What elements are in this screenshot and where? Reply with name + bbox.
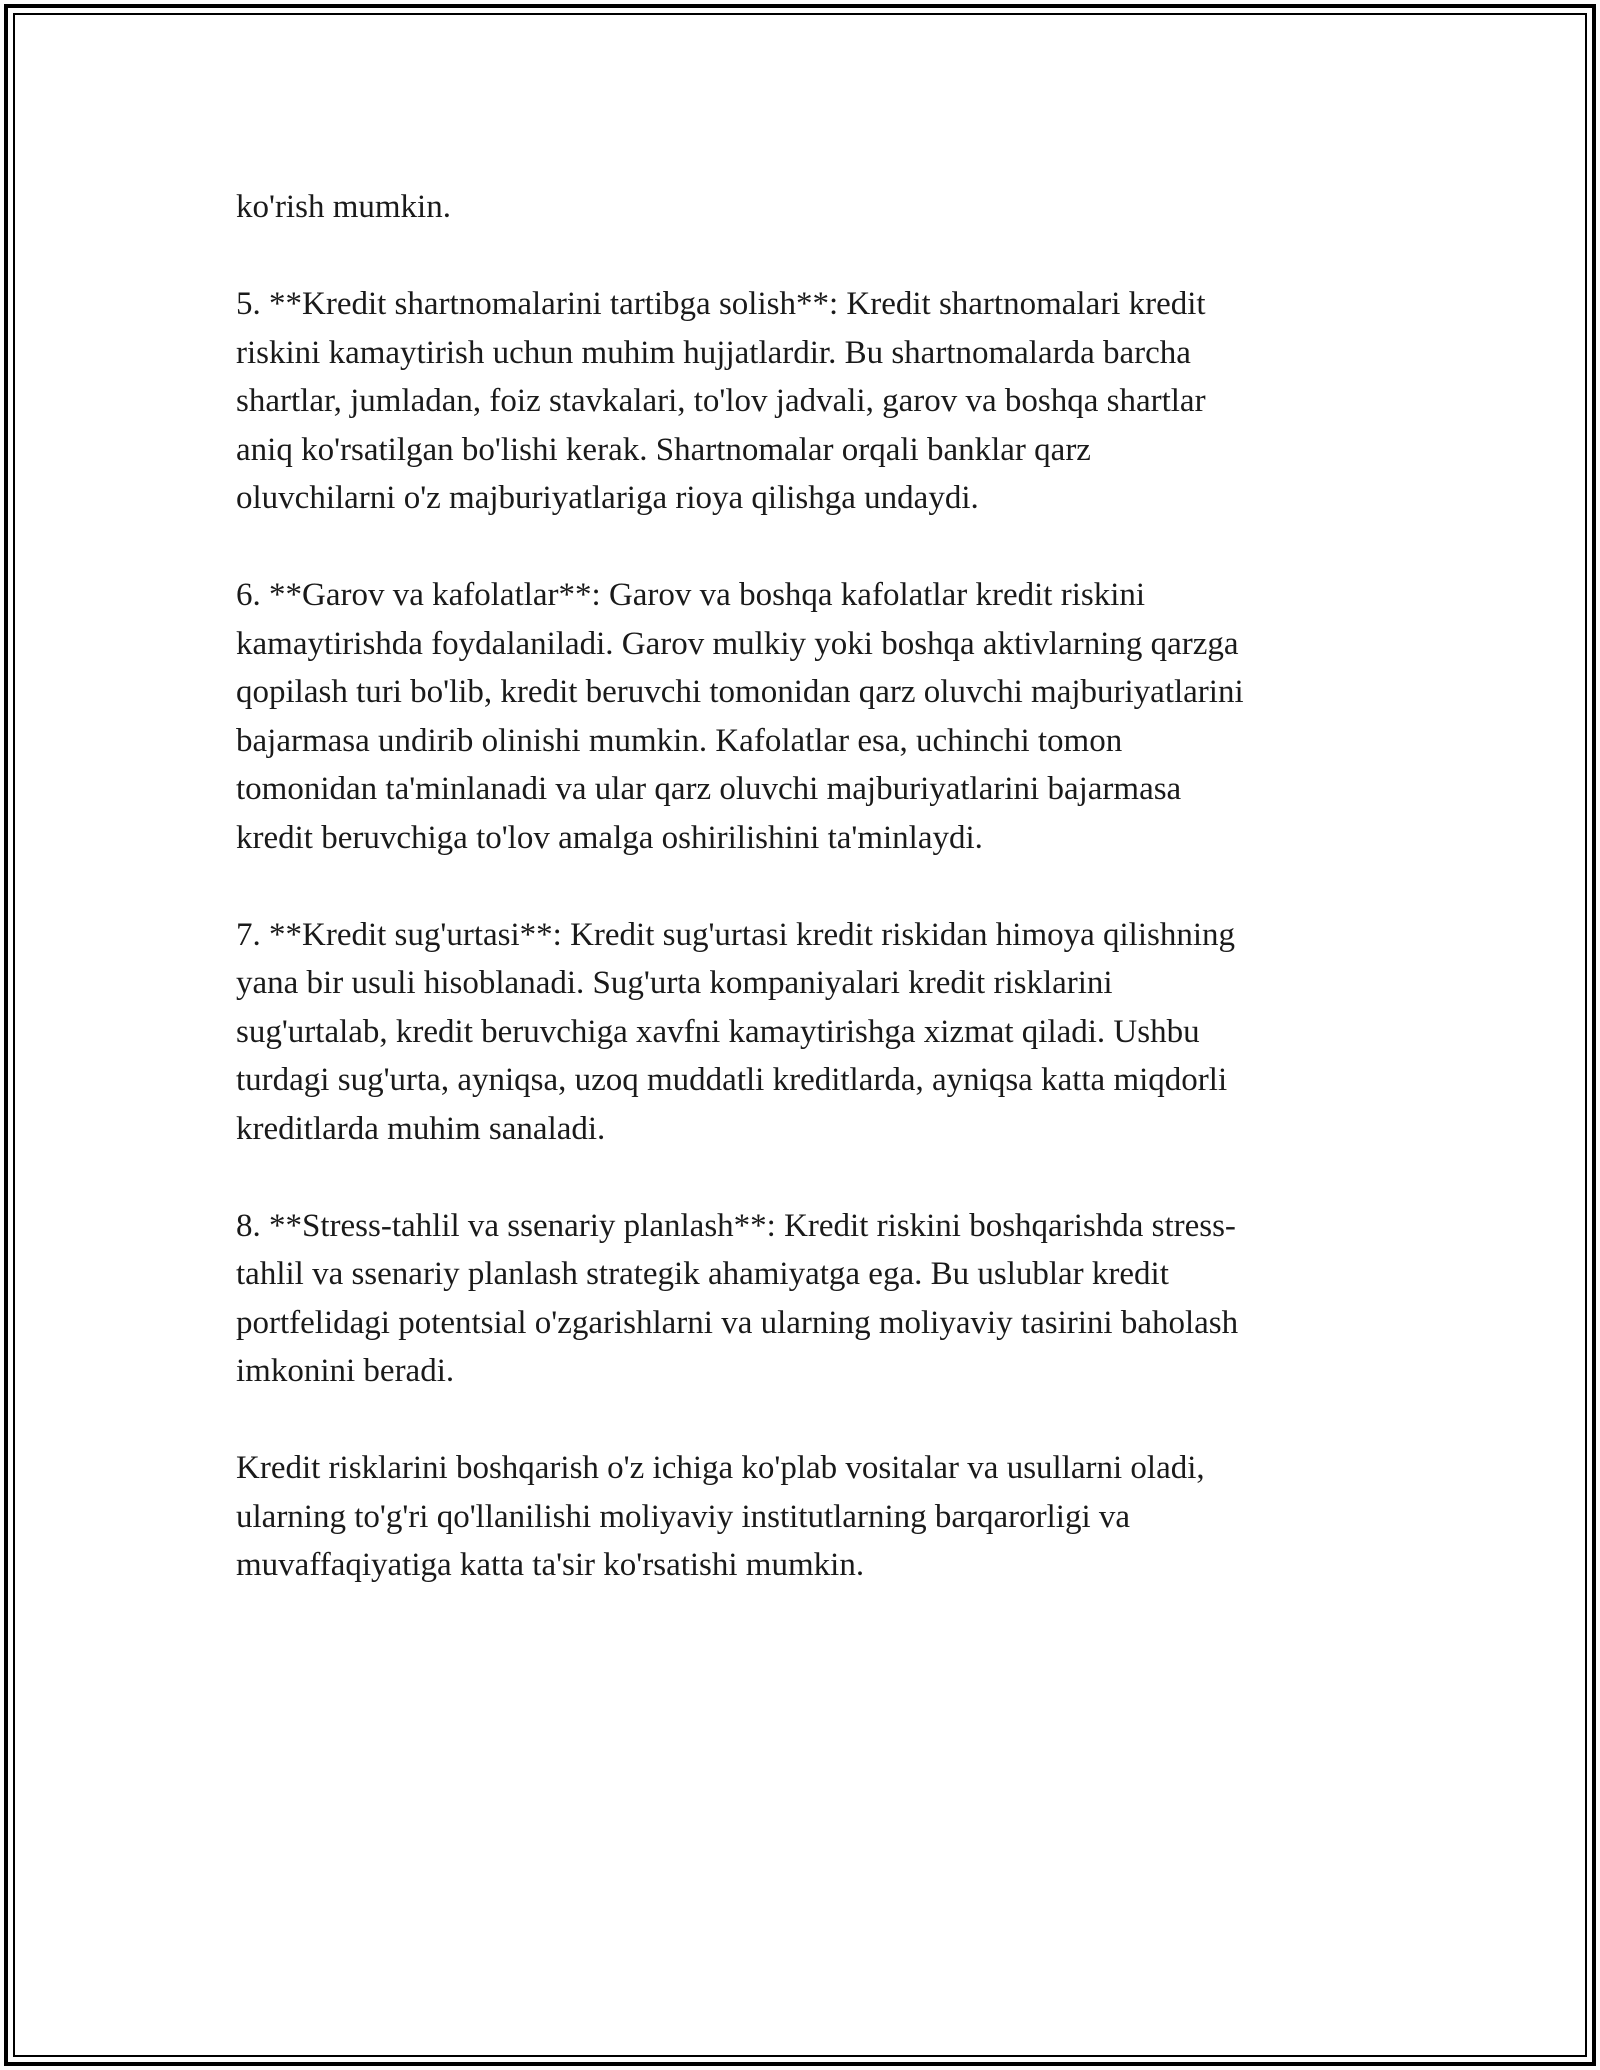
document-body xyxy=(236,183,1396,1638)
text-line: tahlil va ssenariy planlash strategik ahamiyatga ega. Bu uslublar kredit xyxy=(236,1256,1169,1292)
text-line: 5. **Kredit shartnomalarini tartibga solish**: Kredit shartnomalari kredit xyxy=(236,286,1206,322)
paragraph-item-5 xyxy=(236,280,1396,523)
paragraph-conclusion xyxy=(236,1444,1396,1590)
text-line: ko'rish mumkin. xyxy=(236,189,451,225)
paragraph-item-6 xyxy=(236,571,1396,862)
text-line: Kredit risklarini boshqarish o'z ichiga ko'plab vositalar va usullarni oladi, xyxy=(236,1450,1205,1486)
text-line: tomonidan ta'minlanadi va ular qarz oluvchi majburiyatlarini bajarmasa xyxy=(236,771,1182,807)
text-line: ularning to'g'ri qo'llanilishi moliyaviy institutlarning barqarorligi va xyxy=(236,1498,1131,1535)
text-line: turdagi sug'urta, ayniqsa, uzoq muddatli kreditlarda, ayniqsa katta miqdorli xyxy=(236,1062,1228,1098)
text-line: kreditlarda muhim sanaladi. xyxy=(236,1110,606,1147)
text-line: 7. **Kredit sug'urtasi**: Kredit sug'urtasi kredit riskidan himoya qilishning xyxy=(236,916,1236,953)
text-line: portfelidagi potentsial o'zgarishlarni va ularning moliyaviy tasirini baholash xyxy=(236,1304,1239,1341)
paragraph-continuation xyxy=(236,183,1396,232)
text-line: riskini kamaytirish uchun muhim hujjatlardir. Bu shartnomalarda barcha xyxy=(236,334,1191,371)
text-line: imkonini beradi. xyxy=(236,1353,455,1389)
paragraph-item-8 xyxy=(236,1202,1396,1396)
text-line: 8. **Stress-tahlil va ssenariy planlash**: Kredit riskini boshqarishda stress- xyxy=(236,1207,1236,1244)
text-line: shartlar, jumladan, foiz stavkalari, to'lov jadvali, garov va boshqa shartlar xyxy=(236,383,1206,419)
text-line: qopilash turi bo'lib, kredit beruvchi tomonidan qarz oluvchi majburiyatlarini xyxy=(236,674,1244,710)
paragraph-item-7 xyxy=(236,911,1396,1154)
text-line: kamaytirishda foydalaniladi. Garov mulkiy yoki boshqa aktivlarning qarzga xyxy=(236,625,1239,662)
text-line: muvaffaqiyatiga katta ta'sir ko'rsatishi mumkin. xyxy=(236,1547,865,1583)
text-line: 6. **Garov va kafolatlar**: Garov va boshqa kafolatlar kredit riskini xyxy=(236,577,1146,613)
text-line: oluvchilarni o'z majburiyatlariga rioya qilishga undaydi. xyxy=(236,480,979,516)
text-line: bajarmasa undirib olinishi mumkin. Kafolatlar esa, uchinchi tomon xyxy=(236,722,1123,759)
text-line: sug'urtalab, kredit beruvchiga xavfni kamaytirishga xizmat qiladi. Ushbu xyxy=(236,1013,1200,1050)
text-line: kredit beruvchiga to'lov amalga oshirilishini ta'minlaydi. xyxy=(236,819,983,856)
text-line: yana bir usuli hisoblanadi. Sug'urta kompaniyalari kredit risklarini xyxy=(236,965,1113,1001)
text-line: aniq ko'rsatilgan bo'lishi kerak. Shartnomalar orqali banklar qarz xyxy=(236,431,1091,468)
